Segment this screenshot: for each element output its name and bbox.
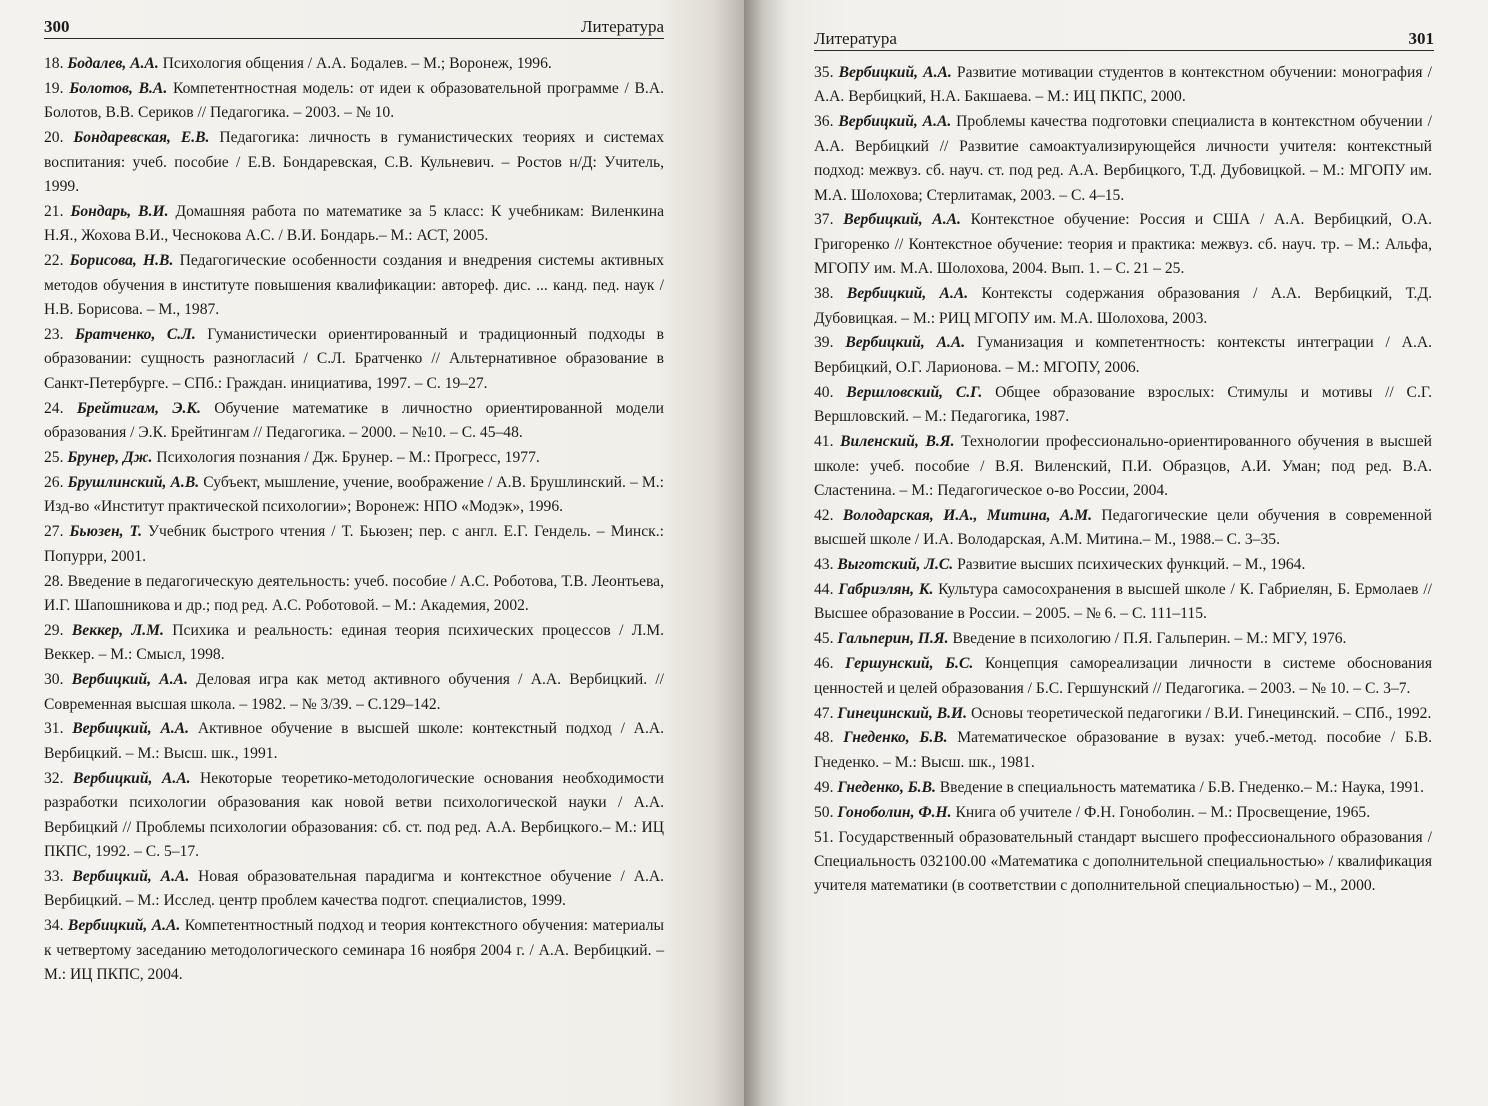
reference-text: Некоторые теоретико-методологические основания необходимости разработки психологии образования как новой ветви психологической науки / А.А. Вербицкий // Проблемы психологии образования: сб. ст. под ред. А.А. Вербицкого.– М.: ИЦ ПКПС, 1992. – С. 5–17.: [44, 769, 664, 860]
reference-author: Вербицкий, А.А.: [67, 917, 181, 935]
reference-number: 37.: [814, 211, 834, 229]
reference-entry: [44, 914, 664, 987]
reference-number: 31.: [44, 720, 64, 738]
reference-entry: [814, 801, 1432, 825]
reference-number: 27.: [44, 523, 64, 541]
reference-text: Педагогические особенности создания и внедрения системы активных методов обучения в институте повышения квалификации: автореф. дис. ... канд. пед. наук / Н.В. Борисова. – М., 1987.: [44, 252, 664, 319]
reference-number: 50.: [814, 803, 834, 821]
reference-entry: [814, 776, 1432, 800]
reference-text: Гуманизация и компетентность: контексты интеграции / А.А. Вербицкий, О.Г. Ларионова. – М.: МГОПУ, 2006.: [814, 334, 1432, 376]
reference-text: Контекстное обучение: Россия и США / А.А. Вербицкий, О.А. Григоренко // Контекстное обучение: теория и практика: межвуз. сб. науч. тр. – М.: Альфа, МГОПУ им. М.А. Шолохова, 2004. Вып. 1. – С. 21 – 25.: [814, 211, 1432, 278]
reference-entry: [814, 430, 1432, 503]
reference-entry: [44, 520, 664, 569]
reference-number: 30.: [44, 671, 64, 689]
reference-author: Вербицкий, А.А.: [73, 769, 191, 787]
reference-text: Книга об учителе / Ф.Н. Гоноболин. – М.: Просвещение, 1965.: [955, 803, 1371, 821]
reference-entry: [814, 208, 1432, 281]
reference-text: Субъект, мышление, учение, воображение / А.В. Брушлинский. – М.: Изд-во «Институт практической психологии»; Воронеж: НПО «Модэк», 1996.: [44, 473, 664, 516]
reference-text: Введение в специальность математика / Б.В. Гнеденко.– М.: Наука, 1991.: [939, 778, 1424, 796]
reference-number: 51.: [814, 828, 834, 846]
reference-number: 18.: [44, 55, 64, 72]
reference-author: Брушлинский, А.В.: [67, 473, 200, 491]
reference-text: Учебник быстрого чтения / Т. Бьюзен; пер. с англ. Е.Г. Гендель. – Минск.: Попурри, 2001.: [44, 523, 664, 565]
page-header: [814, 28, 1434, 51]
reference-author: Вербицкий, А.А.: [838, 113, 952, 131]
reference-number: 44.: [814, 581, 834, 599]
reference-author: Бондаревская, Е.В.: [73, 129, 210, 147]
reference-author: Выготский, Л.С.: [837, 556, 954, 574]
reference-entry: [44, 717, 664, 766]
reference-number: 38.: [814, 285, 834, 303]
reference-entry: [44, 323, 664, 396]
reference-author: Веккер, Л.М.: [71, 621, 164, 639]
reference-author: Бодалев, А.А.: [67, 55, 159, 72]
reference-text: Активное обучение в высшей школе: контекстный подход / А.А. Вербицкий. – М.: Высш. шк., 1991.: [44, 720, 665, 762]
reference-list: [814, 61, 1432, 899]
reference-entry: [44, 397, 664, 446]
page-number: 300: [44, 17, 70, 36]
reference-number: 24.: [44, 399, 64, 417]
running-head: Литература: [814, 29, 897, 48]
reference-author: Вершловский, С.Г.: [846, 383, 983, 401]
reference-number: 40.: [814, 383, 834, 401]
reference-number: 42.: [814, 506, 834, 524]
reference-number: 32.: [44, 769, 64, 787]
reference-text: Обучение математике в личностно ориентированной модели образования / Э.К. Брейтингам // Педагогика. – 2000. – №10. – С. 45–48.: [44, 399, 664, 442]
reference-text: Новая образовательная парадигма и контекстное обучение / А.А. Вербицкий. – М.: Исслед. центр проблем качества подгот. специалистов, 1999.: [44, 867, 665, 910]
reference-entry: [44, 865, 664, 914]
reference-number: 45.: [814, 630, 834, 648]
reference-entry: [44, 200, 664, 249]
reference-number: 41.: [814, 433, 834, 451]
reference-author: Болотов, В.А.: [69, 79, 168, 97]
reference-number: 49.: [814, 778, 834, 796]
reference-entry: [814, 61, 1432, 110]
reference-author: Вербицкий, А.А.: [71, 671, 188, 689]
reference-entry: [44, 570, 664, 619]
reference-entry: [814, 702, 1432, 726]
reference-author: Гершунский, Б.С.: [845, 655, 974, 673]
reference-text: Культура самосохранения в высшей школе / К. Габриелян, Б. Ермолаев // Высшее образование в России. – 2005. – № 6. – С. 111–115.: [814, 581, 1432, 623]
reference-entry: [814, 381, 1432, 430]
reference-number: 25.: [44, 449, 64, 466]
reference-number: 20.: [44, 129, 64, 147]
reference-number: 48.: [814, 729, 834, 747]
reference-author: Виленский, В.Я.: [840, 433, 955, 451]
reference-author: Гнеденко, Б.В.: [843, 729, 948, 747]
reference-author: Гнеденко, Б.В.: [837, 778, 936, 796]
reference-author: Вербицкий, А.А.: [72, 867, 190, 885]
reference-text: Психика и реальность: единая теория психических процессов / Л.М. Веккер. – М.: Смысл, 1998.: [44, 621, 665, 664]
reference-text: Развитие мотивации студентов в контекстном обучении: монография /А.А. Вербицкий, Н.А. Бакшаева. – М.: ИЦ ПКПС, 2000.: [814, 64, 1433, 106]
page-number: 301: [1408, 29, 1434, 48]
reference-text: Общее образование взрослых: Стимулы и мотивы // С.Г. Вершловский. – М.: Педагогика, 1987.: [814, 383, 1432, 426]
reference-number: 29.: [44, 621, 64, 639]
reference-text: Компетентностная модель: от идеи к образовательной программе / В.А. Болотов, В.В. Сериков // Педагогика. – 2003. – № 10.: [44, 79, 664, 122]
reference-author: Володарская, И.А., Митина, А.М.: [842, 506, 1092, 524]
reference-entry: [44, 619, 664, 668]
reference-entry: [44, 249, 664, 322]
reference-number: 34.: [44, 917, 64, 935]
reference-text: Компетентностный подход и теория контекстного обучения: материалы к четвертому заседанию методологического семинара 16 ноября 2004 г. / А.А. Вербицкий. – М.: ИЦ ПКПС, 2004.: [44, 917, 665, 984]
running-head: Литература: [581, 17, 664, 36]
reference-number: 46.: [814, 655, 834, 673]
reference-entry: [814, 553, 1432, 577]
reference-author: Габриэлян, К.: [838, 581, 934, 599]
reference-number: 39.: [814, 334, 834, 352]
reference-number: 47.: [814, 704, 834, 722]
reference-text: Проблемы качества подготовки специалиста в контекстном обучении / А.А. Вербицкий // Развитие самоактуализирующейся личности учителя: контекстный подход: межвуз. сб. науч. ст. под ред. А.А. Вербицкого, Т.Д. Дубовицкой. – М.: МГОПУ им. М.А. Шолохова; Стерлитамак, 2003. – С. 4–15.: [814, 113, 1432, 204]
reference-author: Гинецинский, В.И.: [837, 704, 968, 722]
reference-text: Технологии профессионально-ориентированного обучения в высшей школе: учеб. пособие / В.Я. Виленский, П.И. Образцов, А.И. Уман; под ред. В.А. Сластенина. – М.: Педагогическое о-во России, 2004.: [814, 433, 1433, 499]
reference-author: Борисова, Н.В.: [69, 252, 174, 270]
reference-text: Гуманистически ориентированный и традиционный подходы в образовании: сущность разногласий / С.Л. Братченко // Альтернативное образование в Санкт-Петербурге. – СПб.: Граждан. инициатива, 1997. – С. 19–27.: [44, 325, 664, 392]
reference-text: Деловая игра как метод активного обучения / А.А. Вербицкий. // Современная высшая школа. – 1982. – № 3/39. – С.129–142.: [44, 671, 665, 713]
reference-entry: [44, 77, 664, 126]
reference-entry: [44, 471, 664, 520]
reference-number: 35.: [814, 64, 834, 81]
reference-author: Вербицкий, А.А.: [845, 334, 966, 352]
reference-text: Введение в психологию / П.Я. Гальперин. – М.: МГУ, 1976.: [952, 630, 1347, 648]
reference-text: Математическое образование в вузах: учеб.-метод. пособие / Б.В. Гнеденко. – М.: Высш. шк., 1981.: [814, 729, 1432, 771]
page-header: [44, 16, 664, 39]
reference-author: Вербицкий, А.А.: [843, 211, 961, 229]
reference-text: Домашняя работа по математике за 5 класс: К учебникам: Виленкина Н.Я., Жохова В.И., Чеснокова А.С. / В.И. Бондарь.– М.: АСТ, 2005.: [44, 202, 664, 245]
reference-author: Брунер, Дж.: [67, 449, 153, 466]
reference-number: 23.: [44, 325, 64, 343]
reference-entry: [44, 446, 664, 470]
reference-author: Гальперин, П.Я.: [837, 630, 949, 648]
reference-author: Вербицкий, А.А.: [72, 720, 190, 738]
reference-entry: [44, 767, 664, 865]
reference-text: Контексты содержания образования / А.А. Вербицкий, Т.Д. Дубовицкая. – М.: РИЦ МГОПУ им. М.А. Шолохова, 2003.: [814, 285, 1432, 327]
reference-number: 19.: [44, 79, 64, 97]
reference-text: Государственный образовательный стандарт высшего профессионального образования / Специальность 032100.00 «Математика с дополнительной специальностью» / квалификация учителя математики (в соответствии с дополнительной специальностью) – М., 2000.: [814, 828, 1432, 895]
reference-author: Бьюзен, Т.: [69, 523, 142, 541]
reference-entry: [814, 627, 1432, 651]
reference-author: Гоноболин, Ф.Н.: [837, 803, 952, 821]
reference-number: 43.: [814, 556, 834, 574]
right-page: [744, 0, 1488, 1106]
reference-author: Вербицкий, А.А.: [838, 64, 952, 81]
reference-number: 22.: [44, 252, 64, 270]
reference-text: Педагогические цели обучения в современной высшей школе / И.А. Володарская, А.М. Митина.– М., 1988.– С. 3–35.: [814, 506, 1433, 549]
reference-entry: [814, 504, 1432, 553]
reference-author: Бондарь, В.И.: [70, 202, 169, 220]
reference-entry: [44, 668, 664, 717]
reference-entry: [44, 126, 664, 199]
reference-number: 36.: [814, 113, 834, 131]
reference-entry: [814, 726, 1432, 775]
reference-number: 28.: [44, 572, 64, 590]
reference-entry: [814, 282, 1432, 331]
reference-author: Вербицкий, А.А.: [846, 285, 969, 303]
reference-entry: [814, 578, 1432, 627]
reference-list: [44, 52, 664, 988]
reference-text: Педагогика: личность в гуманистических теориях и системах воспитания: учеб. пособие / Е.В. Бондаревская, С.В. Кульневич. – Ростов н/Д: Учитель, 1999.: [44, 129, 664, 196]
reference-number: 26.: [44, 473, 64, 491]
reference-text: Основы теоретической педагогики / В.И. Гинецинский. – СПб., 1992.: [970, 704, 1432, 722]
reference-number: 33.: [44, 867, 64, 885]
reference-text: Введение в педагогическую деятельность: учеб. пособие / А.С. Роботова, Т.В. Леонтьева, И.Г. Шапошникова и др.; под ред. А.С. Роботовой. – М.: Академия, 2002.: [44, 572, 665, 614]
reference-text: Психология общения / А.А. Бодалев. – М.; Воронеж, 1996.: [162, 55, 552, 72]
reference-author: Брейтигам, Э.К.: [76, 399, 201, 417]
reference-author: Братченко, С.Л.: [74, 325, 196, 343]
reference-text: Развитие высших психических функций. – М., 1964.: [957, 556, 1306, 574]
reference-entry: [814, 331, 1432, 380]
reference-entry: [814, 652, 1432, 701]
reference-entry: [814, 110, 1432, 208]
reference-text: Концепция самореализации личности в системе обоснования ценностей и целей образования / Б.С. Гершунский // Педагогика. – 2003. – № 10. – С. 3–7.: [814, 655, 1433, 697]
reference-entry: [814, 826, 1432, 899]
reference-text: Психология познания / Дж. Брунер. – М.: Прогресс, 1977.: [156, 449, 540, 466]
reference-entry: [44, 52, 664, 76]
reference-number: 21.: [44, 202, 64, 220]
